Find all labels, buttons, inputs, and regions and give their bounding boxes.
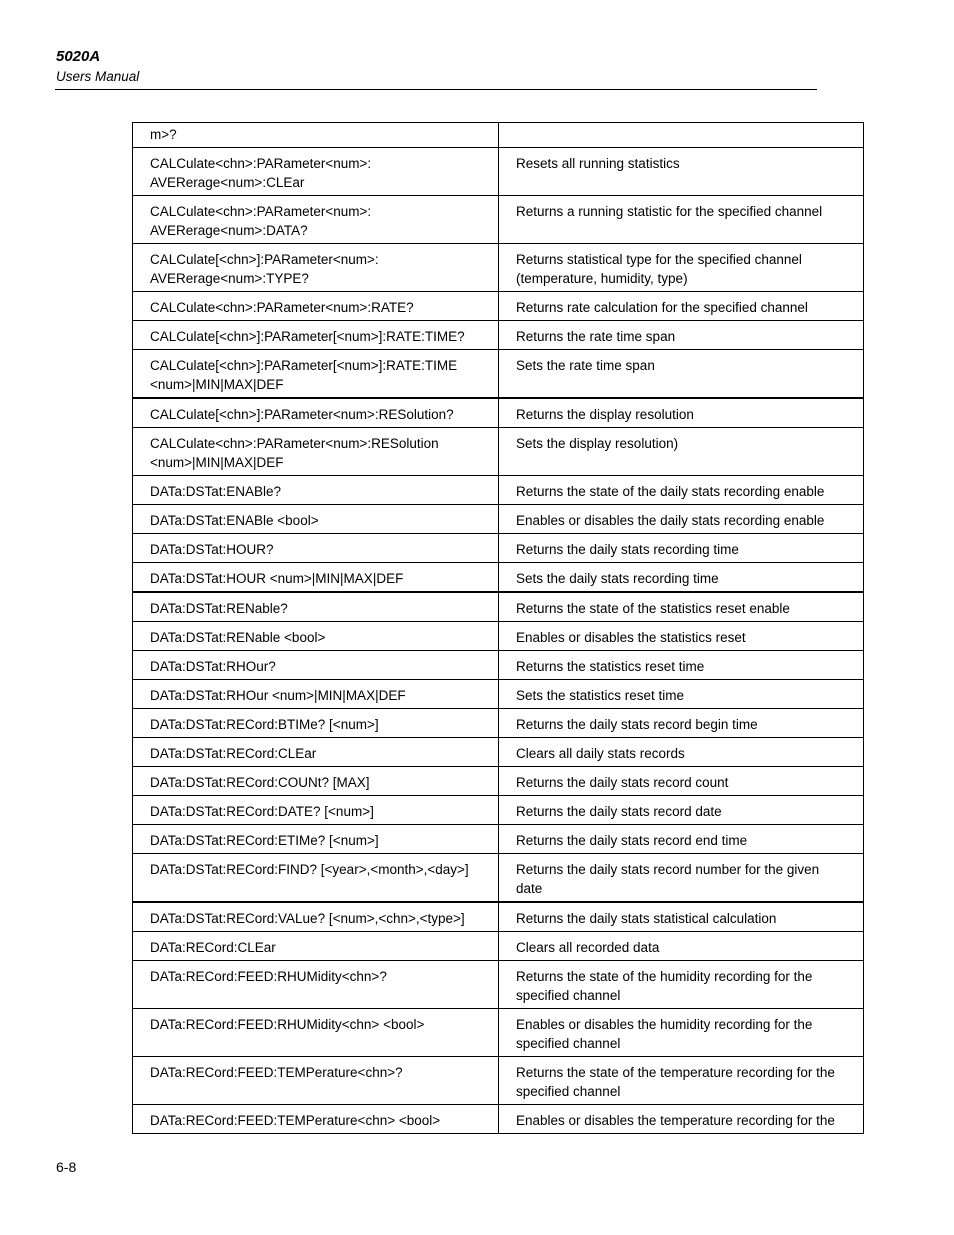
description-cell: Returns the daily stats recording time (499, 534, 864, 563)
table-row (133, 854, 864, 903)
table-row (133, 961, 864, 1009)
command-cell: DATa:DSTat:RECord:VALue? [<num>,<chn>,<type>] (133, 902, 499, 932)
command-cell: DATa:RECord:FEED:TEMPerature<chn>? (133, 1057, 499, 1105)
table-row (133, 123, 864, 148)
document-title: 5020A (56, 48, 101, 65)
command-cell: CALCulate[<chn>]:PARameter<num>: AVERerage<num>:TYPE? (133, 244, 499, 292)
command-cell: DATa:DSTat:RHOur? (133, 651, 499, 680)
table-row (133, 902, 864, 932)
command-cell: m>? (133, 123, 499, 148)
table-row (133, 563, 864, 593)
description-cell: Sets the daily stats recording time (499, 563, 864, 593)
table-row (133, 196, 864, 244)
table-row (133, 148, 864, 196)
table-row (133, 292, 864, 321)
command-cell: CALCulate[<chn>]:PARameter[<num>]:RATE:TIME? (133, 321, 499, 350)
table-row (133, 738, 864, 767)
command-cell: DATa:DSTat:RECord:CLEar (133, 738, 499, 767)
description-cell: Resets all running statistics (499, 148, 864, 196)
command-cell: DATa:DSTat:RENable <bool> (133, 622, 499, 651)
table-row (133, 350, 864, 399)
description-cell: Sets the statistics reset time (499, 680, 864, 709)
description-cell: Returns the daily stats record number for the given date (499, 854, 864, 903)
description-cell: Returns the rate time span (499, 321, 864, 350)
description-cell: Returns the daily stats record date (499, 796, 864, 825)
description-cell: Returns the statistics reset time (499, 651, 864, 680)
table-row (133, 505, 864, 534)
command-cell: DATa:RECord:FEED:TEMPerature<chn> <bool> (133, 1105, 499, 1134)
table-row (133, 622, 864, 651)
command-cell: DATa:DSTat:ENABle? (133, 476, 499, 505)
description-cell: Enables or disables the temperature recording for the (499, 1105, 864, 1134)
table-row (133, 651, 864, 680)
command-cell: DATa:DSTat:RHOur <num>|MIN|MAX|DEF (133, 680, 499, 709)
command-table-body (133, 123, 864, 1134)
description-cell: Sets the rate time span (499, 350, 864, 399)
command-cell: DATa:RECord:FEED:RHUMidity<chn> <bool> (133, 1009, 499, 1057)
description-cell (499, 123, 864, 148)
table-row (133, 1105, 864, 1134)
description-cell: Clears all recorded data (499, 932, 864, 961)
command-cell: CALCulate[<chn>]:PARameter<num>:RESolution? (133, 398, 499, 428)
command-table (132, 122, 864, 1134)
table-row (133, 592, 864, 622)
table-row (133, 428, 864, 476)
command-cell: DATa:DSTat:HOUR <num>|MIN|MAX|DEF (133, 563, 499, 593)
description-cell: Returns rate calculation for the specified channel (499, 292, 864, 321)
table-row (133, 534, 864, 563)
header-rule (55, 89, 817, 90)
page-number: 6-8 (56, 1159, 77, 1175)
command-cell: CALCulate<chn>:PARameter<num>:RESolution <num>|MIN|MAX|DEF (133, 428, 499, 476)
description-cell: Sets the display resolution) (499, 428, 864, 476)
command-cell: CALCulate[<chn>]:PARameter[<num>]:RATE:TIME <num>|MIN|MAX|DEF (133, 350, 499, 399)
command-cell: DATa:DSTat:RECord:DATE? [<num>] (133, 796, 499, 825)
description-cell: Returns the daily stats record begin time (499, 709, 864, 738)
description-cell: Returns the state of the daily stats recording enable (499, 476, 864, 505)
description-cell: Returns the daily stats statistical calculation (499, 902, 864, 932)
command-cell: DATa:DSTat:RECord:BTIMe? [<num>] (133, 709, 499, 738)
command-cell: DATa:DSTat:RENable? (133, 592, 499, 622)
description-cell: Returns the state of the statistics reset enable (499, 592, 864, 622)
command-cell: DATa:DSTat:HOUR? (133, 534, 499, 563)
description-cell: Returns the display resolution (499, 398, 864, 428)
description-cell: Enables or disables the daily stats recording enable (499, 505, 864, 534)
table-row (133, 321, 864, 350)
description-cell: Returns the daily stats record count (499, 767, 864, 796)
description-cell: Returns a running statistic for the specified channel (499, 196, 864, 244)
description-cell: Enables or disables the statistics reset (499, 622, 864, 651)
command-cell: DATa:DSTat:RECord:ETIMe? [<num>] (133, 825, 499, 854)
command-cell: DATa:DSTat:RECord:COUNt? [MAX] (133, 767, 499, 796)
command-cell: CALCulate<chn>:PARameter<num>: AVERerage<num>:CLEar (133, 148, 499, 196)
table-row (133, 680, 864, 709)
document-subtitle: Users Manual (56, 69, 140, 84)
command-cell: DATa:DSTat:RECord:FIND? [<year>,<month>,<day>] (133, 854, 499, 903)
command-cell: DATa:DSTat:ENABle <bool> (133, 505, 499, 534)
table-row (133, 825, 864, 854)
command-cell: CALCulate<chn>:PARameter<num>:RATE? (133, 292, 499, 321)
command-cell: DATa:RECord:FEED:RHUMidity<chn>? (133, 961, 499, 1009)
table-row (133, 1009, 864, 1057)
table-row (133, 398, 864, 428)
command-cell: CALCulate<chn>:PARameter<num>: AVERerage<num>:DATA? (133, 196, 499, 244)
table-row (133, 796, 864, 825)
description-cell: Returns statistical type for the specified channel (temperature, humidity, type) (499, 244, 864, 292)
table-row (133, 1057, 864, 1105)
description-cell: Returns the state of the humidity recording for the specified channel (499, 961, 864, 1009)
description-cell: Returns the daily stats record end time (499, 825, 864, 854)
table-row (133, 767, 864, 796)
description-cell: Returns the state of the temperature recording for the specified channel (499, 1057, 864, 1105)
table-row (133, 244, 864, 292)
description-cell: Enables or disables the humidity recording for the specified channel (499, 1009, 864, 1057)
table-row (133, 476, 864, 505)
page-header (56, 48, 139, 86)
table-row (133, 709, 864, 738)
description-cell: Clears all daily stats records (499, 738, 864, 767)
table-row (133, 932, 864, 961)
command-cell: DATa:RECord:CLEar (133, 932, 499, 961)
